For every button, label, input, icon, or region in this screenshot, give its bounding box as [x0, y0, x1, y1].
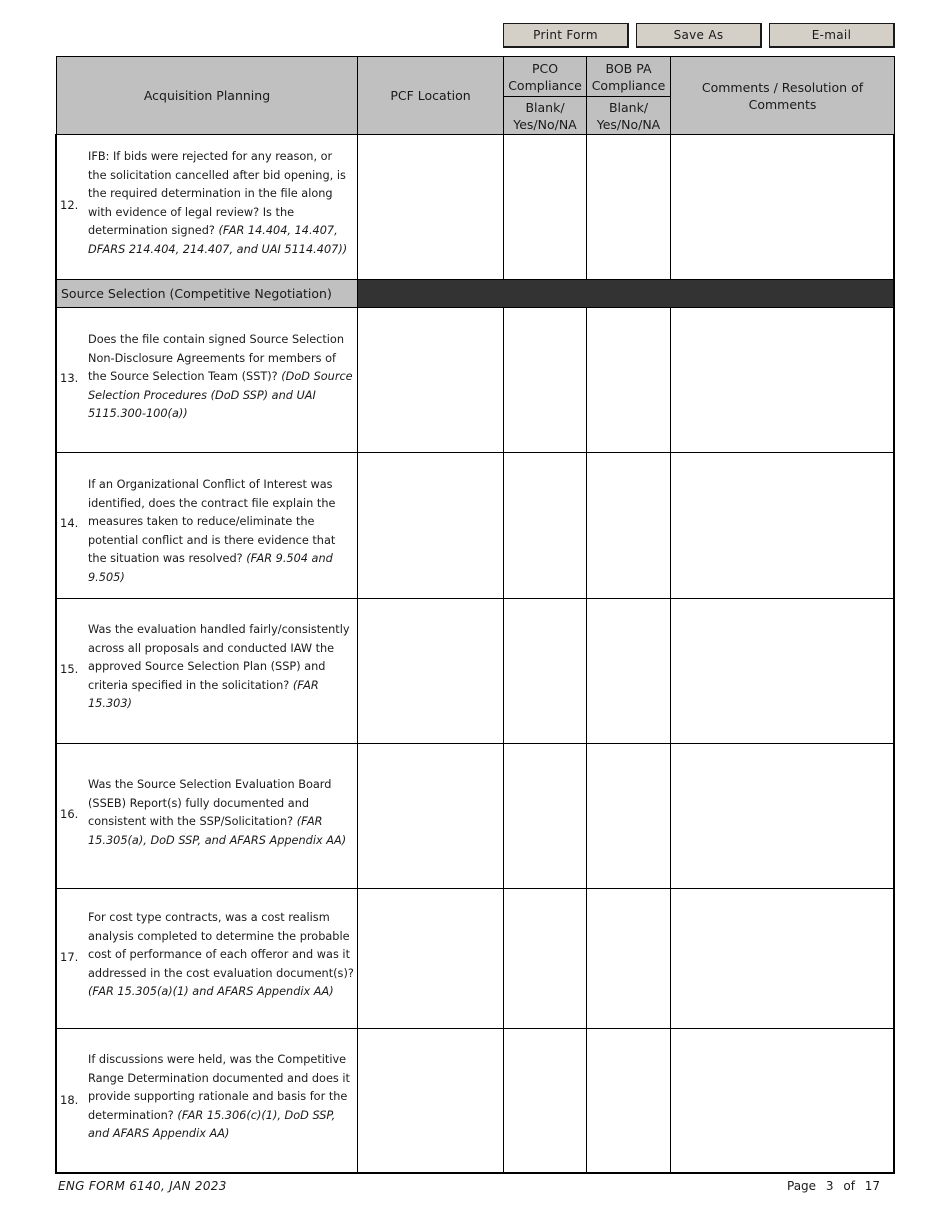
- bob-pa-compliance-field[interactable]: [587, 889, 670, 1028]
- save-as-button[interactable]: Save As: [636, 23, 762, 48]
- table-border-left: [55, 134, 57, 1174]
- row-number: 16.: [60, 807, 79, 821]
- comments-field[interactable]: [671, 135, 894, 279]
- header-label: Blank/ Yes/No/NA: [596, 99, 661, 132]
- comments-field[interactable]: [671, 744, 894, 888]
- pcf-location-field[interactable]: [358, 889, 503, 1028]
- row-number: 15.: [60, 662, 79, 676]
- row-number: 17.: [60, 950, 79, 964]
- question-reference: (FAR 14.404, 14.407, DFARS 214.404, 214.407, and UAI 5114.407)): [88, 224, 348, 256]
- pcf-location-field[interactable]: [358, 599, 503, 743]
- question-reference: (FAR 15.305(a), DoD SSP, and AFARS Appendix AA): [88, 815, 347, 847]
- bob-pa-compliance-field[interactable]: [587, 744, 670, 888]
- row-divider: [56, 134, 895, 135]
- row-divider: [56, 307, 895, 308]
- question-text: [88, 148, 354, 259]
- table-border-top: [56, 56, 895, 57]
- comments-field[interactable]: [671, 453, 894, 598]
- header-label: PCO Compliance: [508, 60, 582, 93]
- row-divider: [56, 1028, 895, 1029]
- pco-compliance-field[interactable]: [504, 599, 586, 743]
- page-current: 3: [825, 1179, 834, 1193]
- question-body: For cost type contracts, was a cost realism analysis completed to determine the probable cost of performance of each offeror and was it addressed in the cost evaluation document(s)?: [88, 911, 354, 980]
- column-divider: [670, 307, 671, 1173]
- comments-field[interactable]: [671, 1029, 894, 1173]
- column-divider: [586, 307, 587, 1173]
- header-comments: [671, 57, 894, 134]
- section-shaded-bar: [358, 280, 894, 307]
- question-reference: (FAR 15.306(c)(1), DoD SSP, and AFARS Appendix AA): [88, 1108, 336, 1140]
- pco-compliance-field[interactable]: [504, 453, 586, 598]
- question-text: [88, 776, 354, 850]
- question-body: If an Organizational Conflict of Interest was identified, does the contract file explain the measures taken to reduce/eliminate the potential conflict and is there evidence that the situation was resolved?: [88, 478, 336, 565]
- row-divider: [56, 452, 895, 453]
- column-divider: [503, 307, 504, 1173]
- header-subdivider: [503, 96, 671, 97]
- row-divider: [56, 279, 895, 280]
- pcf-location-field[interactable]: [358, 308, 503, 452]
- header-pcf-location: [358, 57, 503, 134]
- column-divider: [670, 56, 671, 280]
- header-label: Comments / Resolution of Comments: [701, 79, 864, 112]
- question-reference: (DoD Source Selection Procedures (DoD SSP) and UAI 5115.300-100(a)): [88, 370, 353, 420]
- pco-compliance-field[interactable]: [504, 135, 586, 279]
- header-label: BOB PA Compliance: [591, 60, 666, 93]
- row-number: 13.: [60, 371, 79, 385]
- question-text: [88, 476, 354, 587]
- pco-compliance-field[interactable]: [504, 308, 586, 452]
- email-button[interactable]: E-mail: [769, 23, 895, 48]
- table-border-left: [56, 56, 57, 135]
- pcf-location-field[interactable]: [358, 135, 503, 279]
- question-reference: (FAR 15.305(a)(1) and AFARS Appendix AA): [88, 985, 334, 998]
- page-indicator: [787, 1179, 880, 1193]
- pco-compliance-field[interactable]: [504, 744, 586, 888]
- comments-field[interactable]: [671, 889, 894, 1028]
- header-pco-compliance-values: [504, 97, 586, 134]
- header-label: Acquisition Planning: [143, 88, 271, 103]
- page-total: 17: [864, 1179, 881, 1193]
- question-reference: (FAR 15.303): [88, 678, 319, 710]
- header-label: Blank/ Yes/No/NA: [513, 99, 577, 132]
- row-number: 18.: [60, 1093, 79, 1107]
- comments-field[interactable]: [671, 599, 894, 743]
- column-divider: [357, 56, 358, 1173]
- pcf-location-field[interactable]: [358, 744, 503, 888]
- page-of: of: [843, 1179, 855, 1193]
- column-divider: [586, 56, 587, 280]
- bob-pa-compliance-field[interactable]: [587, 1029, 670, 1173]
- bob-pa-compliance-field[interactable]: [587, 599, 670, 743]
- section-source-selection: [57, 280, 357, 307]
- column-divider: [503, 56, 504, 280]
- question-body: Does the file contain signed Source Selection Non-Disclosure Agreements for members of the Source Selection Team (SST)?: [88, 333, 345, 383]
- header-acquisition-planning: [57, 57, 357, 134]
- question-text: [88, 1051, 354, 1144]
- question-body: Was the evaluation handled fairly/consistently across all proposals and conducted IAW the approved Source Selection Plan (SSP) and criteria specified in the solicitation?: [88, 623, 350, 692]
- question-text: [88, 909, 354, 1002]
- bob-pa-compliance-field[interactable]: [587, 135, 670, 279]
- question-body: If discussions were held, was the Competitive Range Determination documented and does it provide supporting rationale and basis for the determination?: [88, 1053, 350, 1122]
- table-border-right: [893, 134, 895, 1174]
- row-divider: [56, 888, 895, 889]
- form-identifier: ENG FORM 6140, JAN 2023: [58, 1179, 227, 1193]
- question-reference: (FAR 9.504 and 9.505): [88, 552, 333, 584]
- question-text: [88, 331, 354, 424]
- pco-compliance-field[interactable]: [504, 889, 586, 1028]
- section-label-text: Source Selection (Competitive Negotiation): [61, 286, 332, 301]
- comments-field[interactable]: [671, 308, 894, 452]
- question-text: [88, 621, 354, 714]
- question-body: IFB: If bids were rejected for any reason, or the solicitation cancelled after bid opening, is the required determination in the file along with evidence of legal review? Is the determination signed?: [88, 150, 346, 237]
- table-border-right: [894, 56, 895, 135]
- print-form-button[interactable]: Print Form: [503, 23, 629, 48]
- row-number: 12.: [60, 198, 79, 212]
- bob-pa-compliance-field[interactable]: [587, 453, 670, 598]
- pcf-location-field[interactable]: [358, 1029, 503, 1173]
- row-number: 14.: [60, 516, 79, 530]
- row-divider: [56, 743, 895, 744]
- question-body: Was the Source Selection Evaluation Board (SSEB) Report(s) fully documented and consistent with the SSP/Solicitation?: [88, 778, 332, 828]
- header-label: PCF Location: [390, 88, 471, 103]
- header-pco-compliance: [504, 57, 586, 96]
- bob-pa-compliance-field[interactable]: [587, 308, 670, 452]
- header-bob-pa-compliance-values: [587, 97, 670, 134]
- pcf-location-field[interactable]: [358, 453, 503, 598]
- page-label: Page: [787, 1179, 817, 1193]
- header-bob-pa-compliance: [587, 57, 670, 96]
- table-border-bottom: [55, 1172, 895, 1174]
- pco-compliance-field[interactable]: [504, 1029, 586, 1173]
- row-divider: [56, 598, 895, 599]
